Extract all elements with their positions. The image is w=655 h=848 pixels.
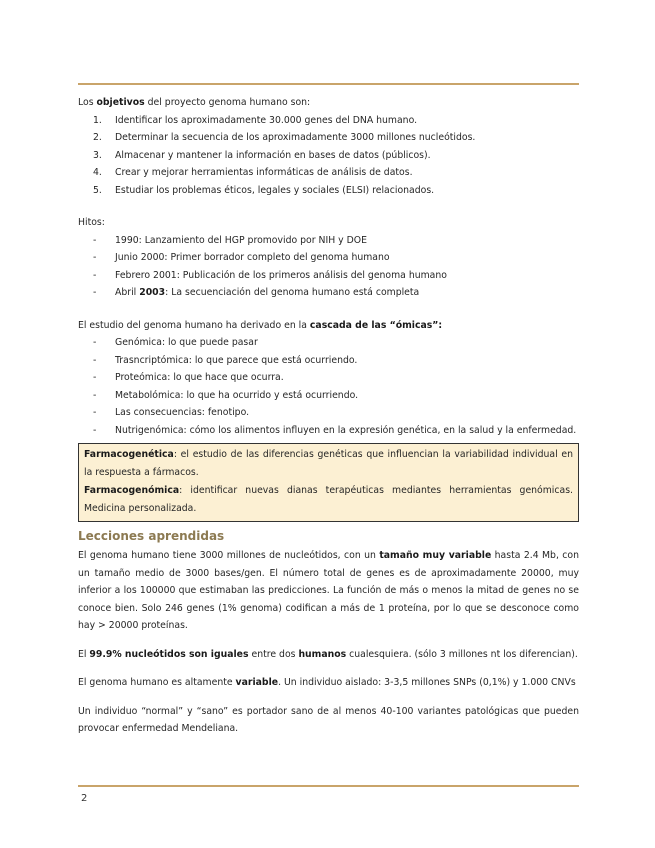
- section-heading: Lecciones aprendidas: [78, 529, 225, 543]
- list-item: - Proteómica: lo que hace que ocurra.: [93, 372, 284, 383]
- list-item: 5. Estudiar los problemas éticos, legales y sociales (ELSI) relacionados.: [93, 184, 435, 196]
- list-item: - Trasncriptómica: lo que parece que está ocurriendo.: [93, 354, 358, 366]
- lecciones-paragraph-3: El genoma humano es altamente variable. Un individuo aislado: 3-3,5 millones SNPs (0,1%) y 1.000 CNVs: [78, 677, 576, 688]
- list-item: - Metabolómica: lo que ha ocurrido y está ocurriendo.: [93, 389, 359, 401]
- omicas-intro: El estudio del genoma humano ha derivado en la cascada de las “ómicas”:: [78, 319, 443, 331]
- hitos-list: [78, 232, 579, 302]
- list-item: - 1990: Lanzamiento del HGP promovido por NIH y DOE: [93, 234, 367, 246]
- list-item: - Febrero 2001: Publicación de los primeros análisis del genoma humano: [93, 269, 447, 281]
- objetivos-list: [78, 112, 579, 200]
- farmacogenetica-definition: Farmacogenética: el estudio de las diferencias genéticas que influencian la variabilidad individual en la respuesta a fármacos.: [84, 449, 573, 478]
- lecciones-paragraph-4: Un individuo “normal” y “sano” es portador sano de al menos 40-100 variantes patológicas que pueden provocar enfermedad Mendeliana.: [78, 705, 579, 734]
- page-number: 2: [81, 793, 88, 804]
- footer-rule: [78, 785, 579, 787]
- list-item: - Junio 2000: Primer borrador completo del genoma humano: [93, 252, 390, 263]
- list-item: - Genómica: lo que puede pasar: [93, 337, 258, 348]
- list-item: 3. Almacenar y mantener la información en bases de datos (públicos).: [93, 149, 431, 161]
- objetivos-intro: Los objetivos del proyecto genoma humano son:: [78, 97, 311, 108]
- list-item: - Las consecuencias: fenotipo.: [93, 407, 250, 418]
- page-content: [78, 94, 579, 738]
- list-item: 1. Identificar los aproximadamente 30.000 genes del DNA humano.: [93, 114, 418, 126]
- farmacogenomica-definition: Farmacogenómica: identificar nuevas dianas terapéuticas mediantes herramientas genómicas. Medicina personalizada.: [84, 485, 573, 514]
- header-rule: [78, 83, 579, 85]
- lecciones-paragraph-2: El 99.9% nucleótidos son iguales entre dos humanos cualesquiera. (sólo 3 millones nt los diferencian).: [78, 648, 578, 660]
- omicas-list: [78, 334, 579, 439]
- list-item: - Abril 2003: La secuenciación del genoma humano está completa: [93, 287, 420, 298]
- definitions-box: [78, 443, 579, 522]
- list-item: 2. Determinar la secuencia de los aproximadamente 3000 millones nucleótidos.: [93, 132, 476, 143]
- lecciones-paragraph-1: El genoma humano tiene 3000 millones de nucleótidos, con un tamaño muy variable hasta 2.4 Mb, con un tamaño medio de 3000 bases/gen. El número total de genes es de aproximadamente 20000, muy inferior a los 100000 que estimaban las predicciones. La función de más o menos la mitad de genes no se conoce bien. Solo 246 genes (1% genoma) codifican a más de 1 proteína, por lo que se desconoce como hay > 20000 proteínas.: [78, 550, 579, 631]
- hitos-title: Hitos:: [78, 217, 105, 228]
- list-item: 4. Crear y mejorar herramientas informáticas de análisis de datos.: [93, 167, 413, 178]
- list-item: - Nutrigenómica: cómo los alimentos influyen en la expresión genética, en la salud y la enfermedad.: [93, 424, 577, 436]
